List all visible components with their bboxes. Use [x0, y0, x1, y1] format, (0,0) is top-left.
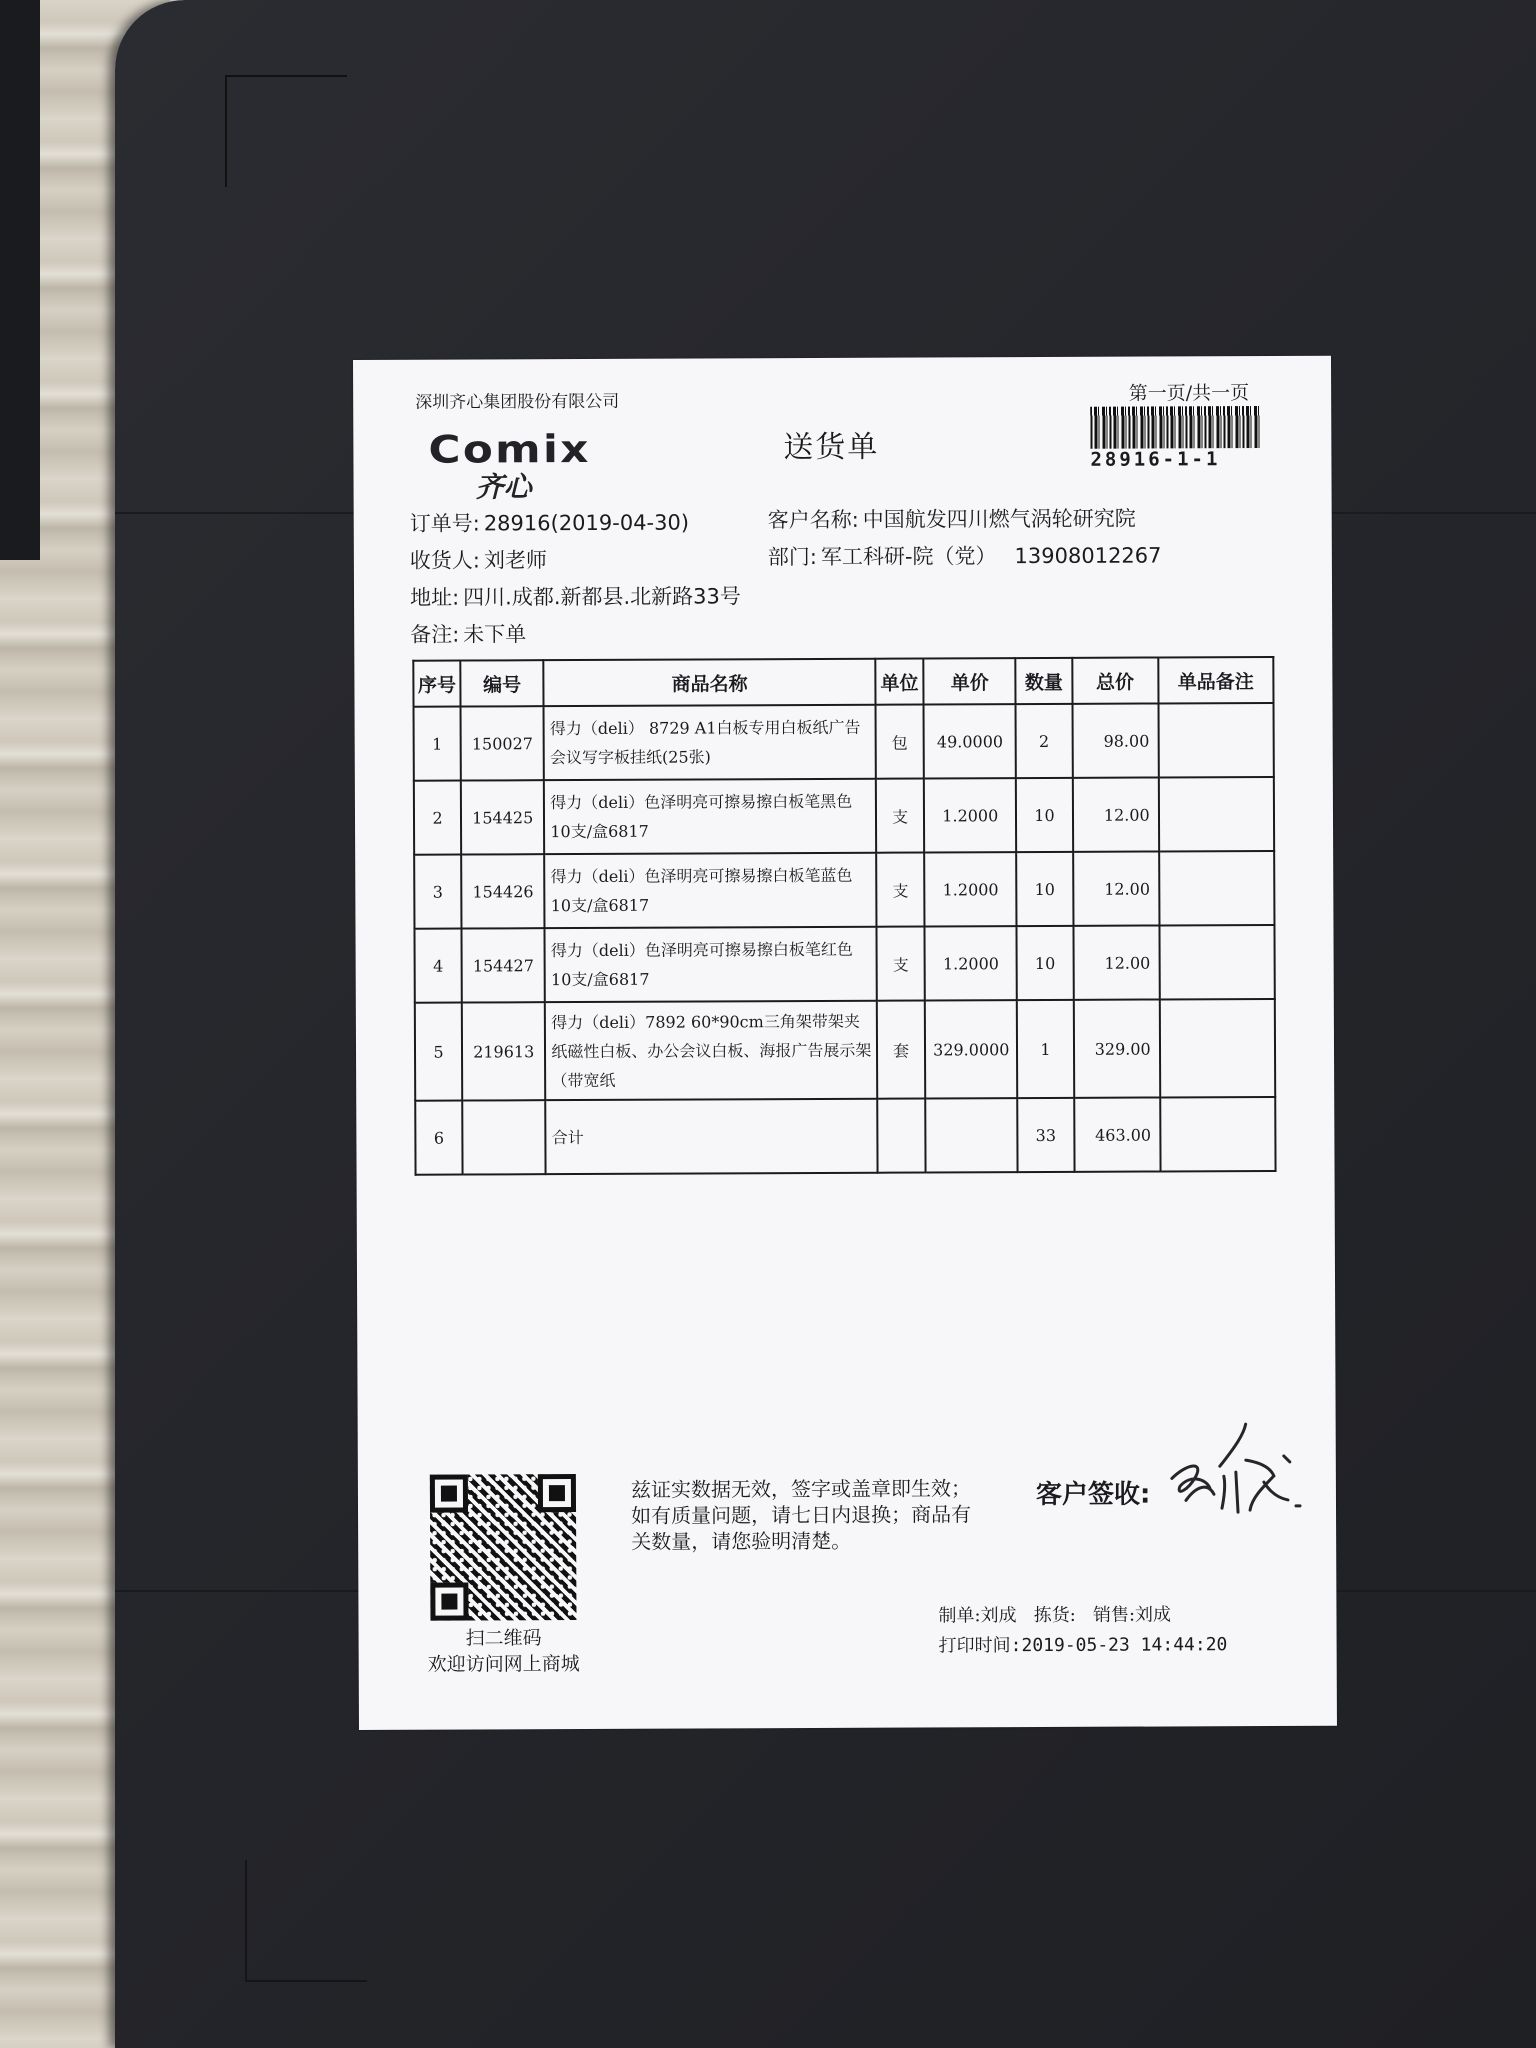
department-value: 军工科研-院（党）	[820, 544, 997, 569]
order-number	[410, 507, 689, 538]
barcode-number: 28916-1-1	[1090, 448, 1221, 471]
print-time: 打印时间:2019-05-23 14:44:20	[938, 1634, 1228, 1657]
table-row	[414, 851, 1274, 929]
logo-comix: Comix	[428, 426, 591, 472]
item-total: 12.00	[1073, 925, 1160, 999]
item-code: 150027	[461, 706, 545, 780]
customer-sign-label: 客户签收:	[1035, 1479, 1151, 1511]
item-price: 1.2000	[924, 852, 1017, 926]
item-code: 154425	[461, 780, 545, 854]
grand-total: 463.00	[1074, 1097, 1161, 1171]
row-number: 4	[414, 929, 461, 1003]
order-number-value: 28916(2019-04-30)	[483, 510, 690, 536]
qr-code	[430, 1474, 577, 1621]
address	[410, 580, 741, 611]
header-cell: 总价	[1072, 657, 1158, 703]
item-qty: 1	[1017, 1000, 1074, 1098]
header-cell: 编号	[460, 660, 543, 706]
dark-object	[0, 0, 40, 560]
address-label: 地址:	[409, 585, 460, 610]
table-row	[414, 925, 1274, 1003]
header-cell: 单价	[923, 658, 1015, 704]
item-price: 49.0000	[924, 704, 1017, 778]
item-unit: 支	[876, 853, 924, 927]
qr-caption-scan: 扫二维码	[465, 1627, 542, 1650]
row-number: 5	[415, 1003, 463, 1101]
item-unit: 包	[876, 705, 924, 779]
table-header-row	[413, 657, 1273, 707]
total-label: 合计	[546, 1099, 878, 1174]
item-price: 1.2000	[924, 778, 1017, 852]
scanner-corner-mark	[225, 75, 347, 187]
item-note	[1159, 851, 1275, 926]
order-number-label: 订单号:	[409, 511, 480, 536]
document-title: 送货单	[783, 429, 880, 466]
item-total: 98.00	[1072, 703, 1159, 777]
item-price: 1.2000	[925, 926, 1018, 1000]
item-total: 12.00	[1072, 777, 1159, 851]
qr-finder	[430, 1475, 468, 1513]
customer-signature	[1166, 1416, 1306, 1517]
delivery-note	[353, 356, 1337, 1730]
item-price	[925, 1098, 1018, 1172]
company-name: 深圳齐心集团股份有限公司	[415, 391, 620, 413]
notice-text: 兹证实数据无效，签字或盖章即生效；如有质量问题，请七日内退换；商品有关数量，请您验明清楚。	[630, 1476, 972, 1554]
remark-label: 备注:	[410, 622, 460, 647]
item-code	[462, 1100, 546, 1174]
item-unit: 支	[876, 779, 924, 853]
item-note	[1160, 1097, 1276, 1172]
item-unit: 支	[877, 927, 925, 1001]
total-qty: 33	[1018, 1098, 1074, 1172]
header-cell: 单位	[875, 659, 923, 705]
item-code: 154426	[461, 854, 545, 928]
item-name: 得力（deli）色泽明亮可擦易擦白板笔蓝色 10支/盒6817	[544, 853, 876, 928]
customer-name	[768, 503, 1136, 535]
barcode	[1090, 406, 1260, 449]
customer-label: 客户名称:	[767, 507, 859, 533]
table-row	[415, 999, 1275, 1101]
remark	[410, 618, 526, 649]
page-indicator: 第一页/共一页	[1128, 382, 1250, 405]
remark-value: 未下单	[463, 622, 527, 647]
scanner-corner-mark	[245, 1860, 367, 1982]
item-unit	[877, 1099, 925, 1173]
items-table	[412, 656, 1276, 1176]
qr-finder	[430, 1583, 468, 1621]
department-label: 部门:	[767, 544, 817, 570]
item-note	[1159, 925, 1275, 1000]
row-number: 6	[415, 1101, 462, 1175]
customer-value: 中国航发四川燃气涡轮研究院	[862, 506, 1136, 532]
address-value: 四川.成都.新都县.北新路33号	[463, 584, 741, 610]
item-code: 154427	[462, 928, 546, 1002]
item-qty: 10	[1017, 852, 1073, 926]
table-row	[414, 703, 1274, 781]
item-qty: 10	[1016, 778, 1072, 852]
department	[768, 539, 1162, 571]
item-total: 12.00	[1073, 851, 1160, 925]
receiver	[410, 544, 547, 575]
item-name: 得力（deli）色泽明亮可擦易擦白板笔黑色 10支/盒6817	[544, 779, 876, 854]
receiver-label: 收货人:	[409, 548, 481, 573]
item-name: 得力（deli）7892 60*90cm三角架带架夹纸磁性白板、办公会议白板、海报广告展示架（带宽纸	[545, 1001, 877, 1100]
item-note	[1159, 999, 1275, 1098]
item-total: 329.00	[1073, 999, 1160, 1097]
qr-caption-welcome: 欢迎访问网上商城	[427, 1653, 580, 1676]
header-cell: 商品名称	[544, 659, 876, 706]
total-row	[415, 1097, 1275, 1175]
item-qty: 2	[1016, 704, 1072, 778]
logo-cn: 齐心	[475, 470, 532, 504]
row-number: 2	[414, 781, 461, 855]
item-code: 219613	[462, 1002, 546, 1100]
phone-number: 13908012267	[1014, 543, 1162, 569]
item-qty: 10	[1017, 926, 1073, 1000]
header-cell: 数量	[1016, 658, 1072, 704]
item-price: 329.0000	[925, 1000, 1018, 1098]
qr-finder	[538, 1474, 576, 1512]
item-unit: 套	[877, 1001, 926, 1099]
header-cell: 单品备注	[1158, 657, 1274, 704]
row-number: 3	[414, 855, 461, 929]
row-number: 1	[414, 707, 461, 781]
staff-info: 制单:刘成 拣货: 销售:刘成	[938, 1604, 1172, 1627]
item-note	[1158, 703, 1274, 778]
item-note	[1159, 777, 1275, 852]
header-cell: 序号	[413, 661, 460, 707]
item-name: 得力（deli） 8729 A1白板专用白板纸广告会议写字板挂纸(25张)	[544, 705, 876, 780]
table-row	[414, 777, 1274, 855]
item-name: 得力（deli）色泽明亮可擦易擦白板笔红色 10支/盒6817	[545, 927, 877, 1002]
receiver-value: 刘老师	[483, 548, 548, 573]
